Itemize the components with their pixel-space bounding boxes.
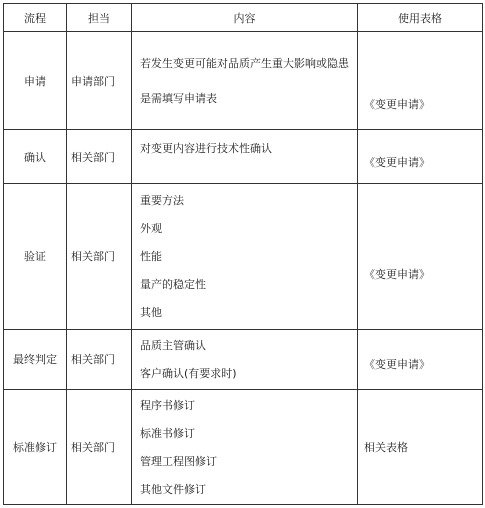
form-name: 《变更申请》 <box>364 267 430 281</box>
content-line: 量产的稳定性 <box>140 278 206 292</box>
content-cell <box>132 389 358 504</box>
form-cell <box>358 184 483 329</box>
header-content: 内容 <box>132 4 358 32</box>
form-name: 《变更申请》 <box>364 358 430 372</box>
step-cell: 最终判定 <box>4 329 67 389</box>
owner-cell: 申请部门 <box>67 32 132 130</box>
table-row <box>4 389 483 504</box>
content-line: 客户确认(有要求时) <box>140 367 237 381</box>
content-line: 性能 <box>140 250 162 264</box>
content-line: 重要方法 <box>140 194 184 208</box>
table-header-row <box>4 4 483 32</box>
process-table <box>3 3 483 505</box>
content-line: 标准书修订 <box>140 426 195 440</box>
step-cell: 申请 <box>4 32 67 130</box>
content-line: 若发生变更可能对品质产生重大影响或隐患 <box>140 57 349 71</box>
content-line: 管理工程图修订 <box>140 454 217 468</box>
content-cell <box>132 329 358 389</box>
content-line: 对变更内容进行技术性确认 <box>140 142 272 156</box>
content-line: 其他文件修订 <box>140 482 206 496</box>
owner-cell: 相关部门 <box>67 329 132 389</box>
form-cell <box>358 389 483 504</box>
form-cell <box>358 130 483 184</box>
content-line: 其他 <box>140 306 162 320</box>
form-cell <box>358 32 483 130</box>
table-row <box>4 184 483 329</box>
owner-cell: 相关部门 <box>67 184 132 329</box>
content-line: 品质主管确认 <box>140 339 206 353</box>
content-cell <box>132 130 358 184</box>
content-line: 程序书修订 <box>140 398 195 412</box>
table-row <box>4 32 483 130</box>
owner-cell: 相关部门 <box>67 389 132 504</box>
table-row <box>4 329 483 389</box>
owner-cell: 相关部门 <box>67 130 132 184</box>
step-cell: 确认 <box>4 130 67 184</box>
form-cell <box>358 329 483 389</box>
content-cell <box>132 32 358 130</box>
step-cell: 验证 <box>4 184 67 329</box>
content-line: 外观 <box>140 222 162 236</box>
form-name: 《变更申请》 <box>364 97 430 111</box>
form-name: 相关表格 <box>364 440 408 454</box>
content-cell <box>132 184 358 329</box>
content-line: 是需填写申请表 <box>140 92 217 106</box>
table-row <box>4 130 483 184</box>
header-step: 流程 <box>4 4 67 32</box>
form-name: 《变更申请》 <box>364 155 430 169</box>
step-cell: 标准修订 <box>4 389 67 504</box>
header-owner: 担当 <box>67 4 132 32</box>
header-form: 使用表格 <box>358 4 483 32</box>
